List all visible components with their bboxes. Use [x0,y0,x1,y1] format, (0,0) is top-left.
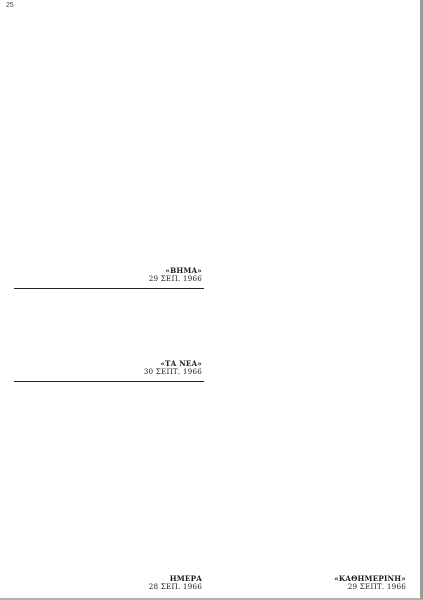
clipping-body [14,386,204,573]
clipping-vima [14,6,204,284]
clippings-columns [14,6,408,592]
publication-date: 28 ΣΕΠ. 1966 [148,582,202,592]
right-column [218,6,408,592]
clipping-body [14,293,204,358]
newspaper-name: ΗΜΕΡΑ [169,573,202,583]
page-number: 25 [6,2,14,9]
clipping-body [218,6,408,573]
clipping-attribution [14,575,204,592]
clipping-attribution [14,360,204,377]
publication-date: 29 ΣΕΠ. 1966 [148,274,202,284]
publication-date: 30 ΣΕΠΤ. 1966 [143,367,202,377]
publication-date: 29 ΣΕΠΤ. 1966 [347,582,406,592]
newspaper-name: «ΤΑ ΝΕΑ» [160,358,202,368]
clipping-attribution [14,267,204,284]
clipping-attribution [218,575,408,592]
clipping-body [14,6,204,265]
newspaper-name: «ΚΑΘΗΜΕΡΙΝΗ» [334,573,406,583]
left-column [14,6,204,592]
clipping-divider [14,381,204,382]
clipping-divider [14,288,204,289]
clipping-imera [14,386,204,592]
clipping-kathimerini [218,6,408,592]
clipping-ta-nea [14,293,204,377]
newspaper-name: «ΒΗΜΑ» [165,265,202,275]
